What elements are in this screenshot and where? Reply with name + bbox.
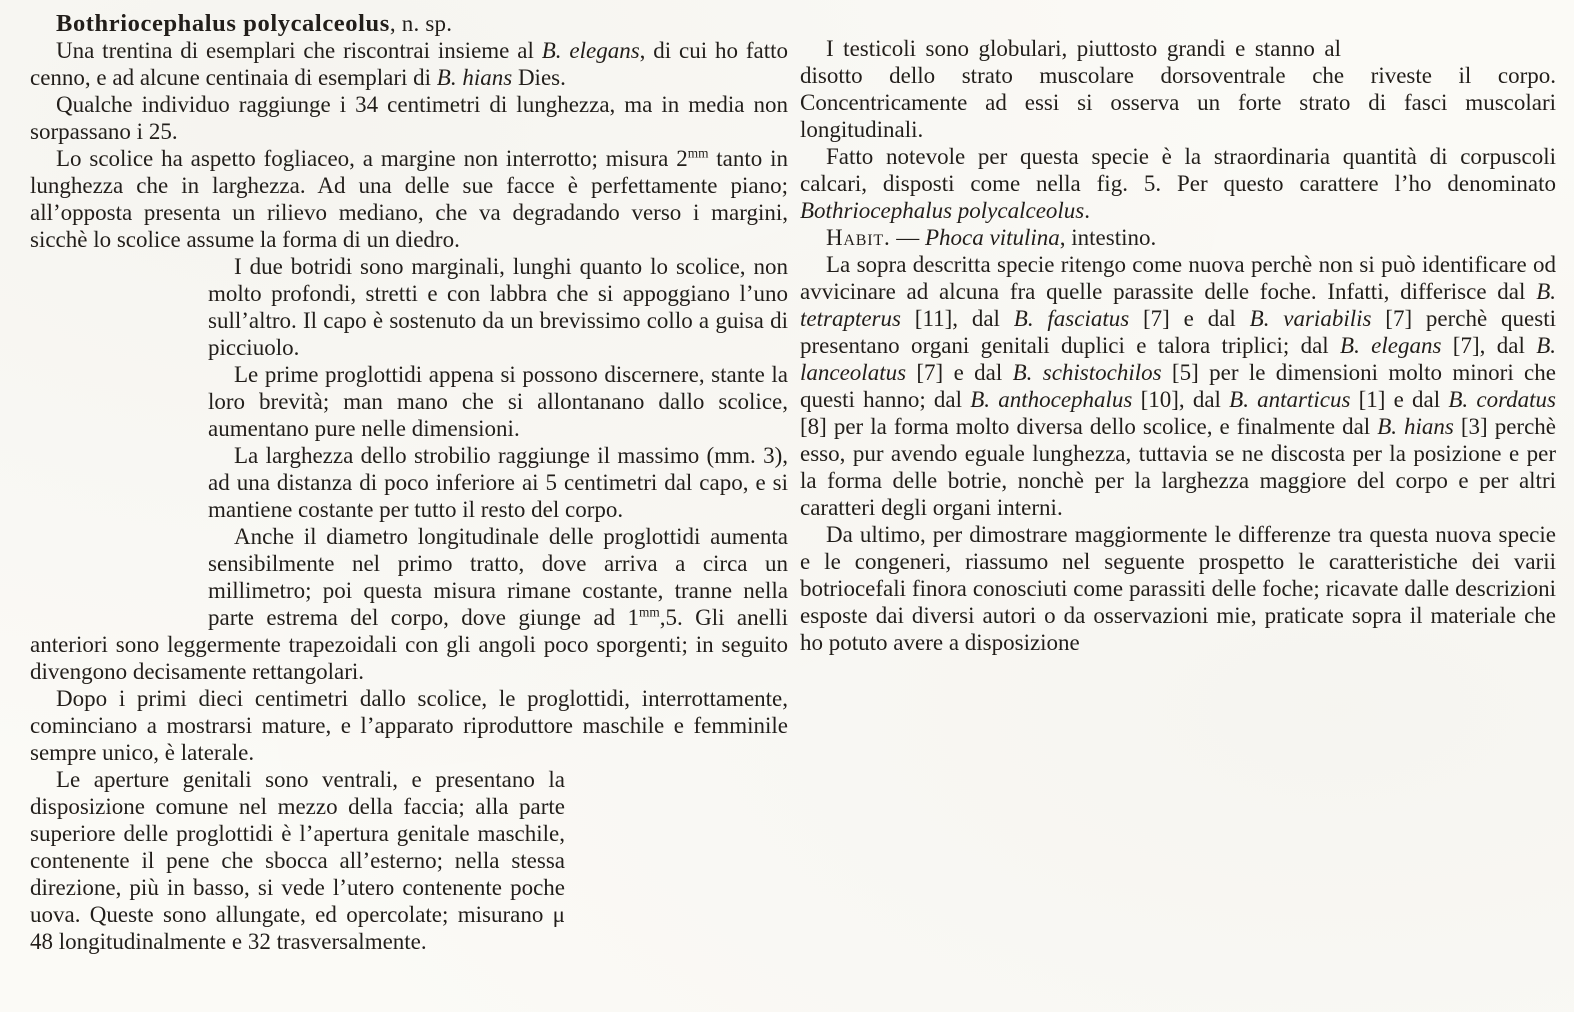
text-segment: Le prime proglottidi appena si possono discernere, stante la loro brevità; man mano che si allontanano dallo scolice, aumentano pure nelle dimensioni. [208, 362, 788, 441]
removed-figure-area-left [30, 253, 208, 631]
text-segment: B. hians [1377, 414, 1454, 439]
heading-species [30, 10, 788, 37]
text-segment: B. variabilis [1249, 306, 1372, 331]
text-segment: [7] perchè questi presentano organi genitali duplici e talora triplici; dal [800, 306, 1556, 358]
text-segment: mm [639, 604, 660, 620]
text-segment: B. antarticus [1229, 387, 1351, 412]
text-segment: Qualche individuo raggiunge i 34 centimetri di lunghezza, ma in media non sorpassano i 25. [30, 92, 788, 144]
text-segment: B. lanceolatus [800, 333, 1556, 385]
text-segment: Bothriocephalus polycalceolus [800, 198, 1085, 223]
text-segment: B. schistochilos [1012, 360, 1162, 385]
text-segment: La larghezza dello strobilio raggiunge il massimo (mm. 3), ad una distanza di poco inferiore ai 5 centimetri dal capo, e si mantiene costante per tutto il resto del corpo. [208, 443, 788, 522]
text-segment: [7], dal [1441, 333, 1537, 358]
text-segment: Habit. [826, 225, 891, 250]
text-segment: Anche il diametro longitudinale delle proglottidi aumenta sensibilmente nel primo tratto, dove arriva a circa un millimetro; poi questa misura rimane costante, tranne nella parte estrema del corpo, dove giunge ad 1 [208, 524, 788, 630]
para-habitat [800, 224, 1556, 251]
text-segment: Da ultimo, per dimostrare maggiormente le differenze tra questa nuova specie e le congeneri, riassumo nel seguente prospetto le caratteristiche dei varii botriocefali finora conosciuti come parassiti delle foche; ricavate dalle descrizioni esposte dai diversi autori o da osservazioni mie, praticate sopra il materiale che ho potuto avere a disposizione [800, 522, 1556, 655]
text-segment: I due botridi sono marginali, lunghi quanto lo scolice, non molto profondi, stretti e con labbra che si appoggiano l’uno sull’altro. Il capo è sostenuto da un brevissimo collo a guisa di picciuolo. [208, 254, 788, 360]
text-segment: B. hians [436, 65, 513, 90]
text-segment: [8] per la forma molto diversa dello scolice, e finalmente dal [800, 414, 1378, 439]
text-segment: , n. sp. [389, 11, 453, 36]
removed-figure-area-top-right [1341, 35, 1556, 62]
text-segment: B. cordatus [1448, 387, 1556, 412]
para-species-comparison [800, 251, 1556, 521]
text-segment: , di cui ho fatto cenno, e ad alcune centinaia di esemplari di [30, 38, 789, 90]
para-prospectus-intro [800, 521, 1556, 656]
text-segment: ,5. Gli anelli anteriori sono leggermente trapezoidali con gli angoli poco sporgenti; in seguito divengono decisamente rettangolari. [30, 605, 789, 684]
left-column [30, 10, 788, 1006]
text-segment: [7] e dal [1129, 306, 1250, 331]
text-segment: Le aperture genitali sono ventrali, e presentano la disposizione comune nel mezzo della faccia; alla parte superiore delle proglottidi è l’apertura genitale maschile, contenente il pene che sbocca all’esterno; nella stessa direzione, più in basso, si vede l’utero contenente poche uova. Queste sono allungate, ed opercolate; misurano μ 48 longitudinalmente e 32 trasversalmente. [30, 767, 565, 954]
text-segment: [5] per le dimensioni molto minori che questi hanno; dal [800, 360, 1556, 412]
text-segment: Lo scolice ha aspetto fogliaceo, a margine non interrotto; misura 2 [56, 146, 688, 171]
para-max-length [30, 91, 788, 145]
para-scolex [30, 145, 788, 253]
text-segment: Fatto notevole per questa specie è la straordinaria quantità di corpuscoli calcari, disposti come nella fig. 5. Per questo carattere l’ho denominato [800, 144, 1556, 196]
text-segment: [3] perchè esso, pur avendo eguale lunghezza, tuttavia se ne discosta per la posizione e per la forma delle botrie, nonchè per la larghezza maggiore del corpo e per altri caratteri degli organi interni. [800, 414, 1556, 520]
text-segment: B. tetrapterus [800, 279, 1556, 331]
text-segment: I testicoli sono globulari, piuttosto grandi e stanno al disotto dello strato muscolare dorsoventrale che riveste il corpo. Concentricamente ad essi si osserva un forte strato di fasci muscolari longitudinali. [800, 36, 1556, 142]
text-segment: Dopo i primi dieci centimetri dallo scolice, le proglottidi, interrottamente, cominciano a mostrarsi mature, e l’apparato riproduttore maschile e femminile sempre unico, è laterale. [30, 686, 788, 765]
text-segment: Una trentina di esemplari che riscontrai insieme al [56, 38, 542, 63]
removed-figure-area-bottom-right [565, 766, 788, 1006]
text-segment: [11], dal [900, 306, 1014, 331]
text-segment: mm [687, 145, 709, 161]
para-specimen-count [30, 37, 788, 91]
para-calcareous-corpuscles [800, 143, 1556, 224]
text-segment: B. elegans [541, 38, 640, 63]
text-segment: [10], dal [1132, 387, 1230, 412]
text-segment: Dies. [512, 65, 566, 90]
text-segment: [7] e dal [906, 360, 1013, 385]
text-segment: — [890, 225, 925, 250]
text-segment: B. anthocephalus [970, 387, 1133, 412]
right-column [800, 35, 1556, 677]
para-mature-proglottids [30, 685, 788, 766]
text-segment: B. elegans [1340, 333, 1442, 358]
text-segment: . [1084, 198, 1090, 223]
text-segment: Phoca vitulina [925, 225, 1060, 250]
text-segment: [1] e dal [1350, 387, 1449, 412]
text-segment: La sopra descritta specie ritengo come nuova perchè non si può identificare od avvicinare ad alcuna fra quelle parassite delle foche. Infatti, differisce dal [800, 252, 1556, 304]
text-segment: , intestino. [1059, 225, 1157, 250]
text-segment: B. fasciatus [1013, 306, 1130, 331]
text-segment: Bothriocephalus polycalceolus [56, 10, 390, 37]
text-segment: tanto in lunghezza che in larghezza. Ad una delle sue facce è perfettamente piano; all’opposta presenta un rilievo mediano, che va degradando verso i margini, sicchè lo scolice assume la forma di un diedro. [30, 146, 788, 252]
